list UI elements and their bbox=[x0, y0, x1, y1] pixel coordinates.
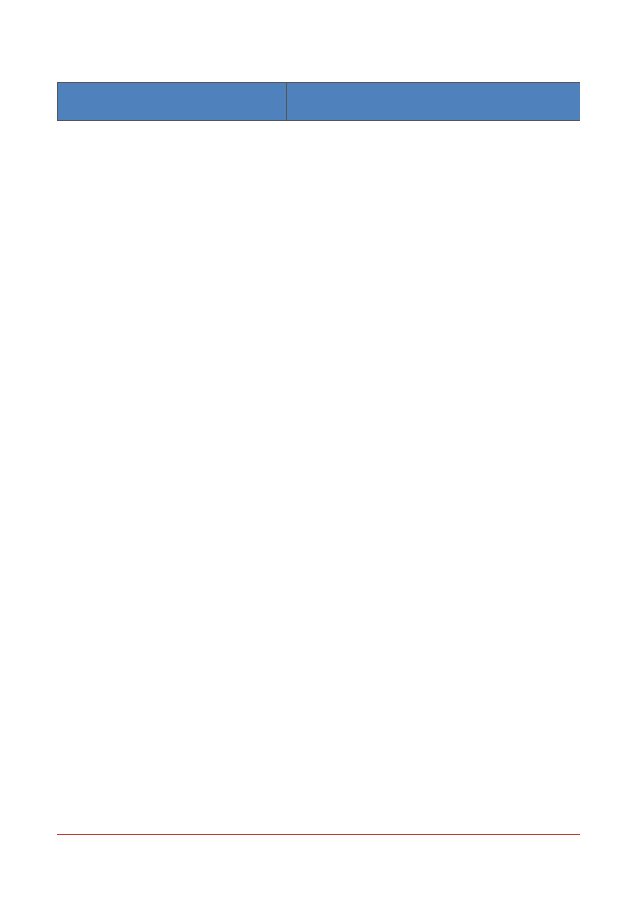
competency-table bbox=[57, 82, 580, 121]
column-header-kd bbox=[287, 83, 581, 121]
footer-rule bbox=[57, 834, 580, 835]
column-header-ki bbox=[58, 83, 287, 121]
table-header-row bbox=[58, 83, 581, 121]
